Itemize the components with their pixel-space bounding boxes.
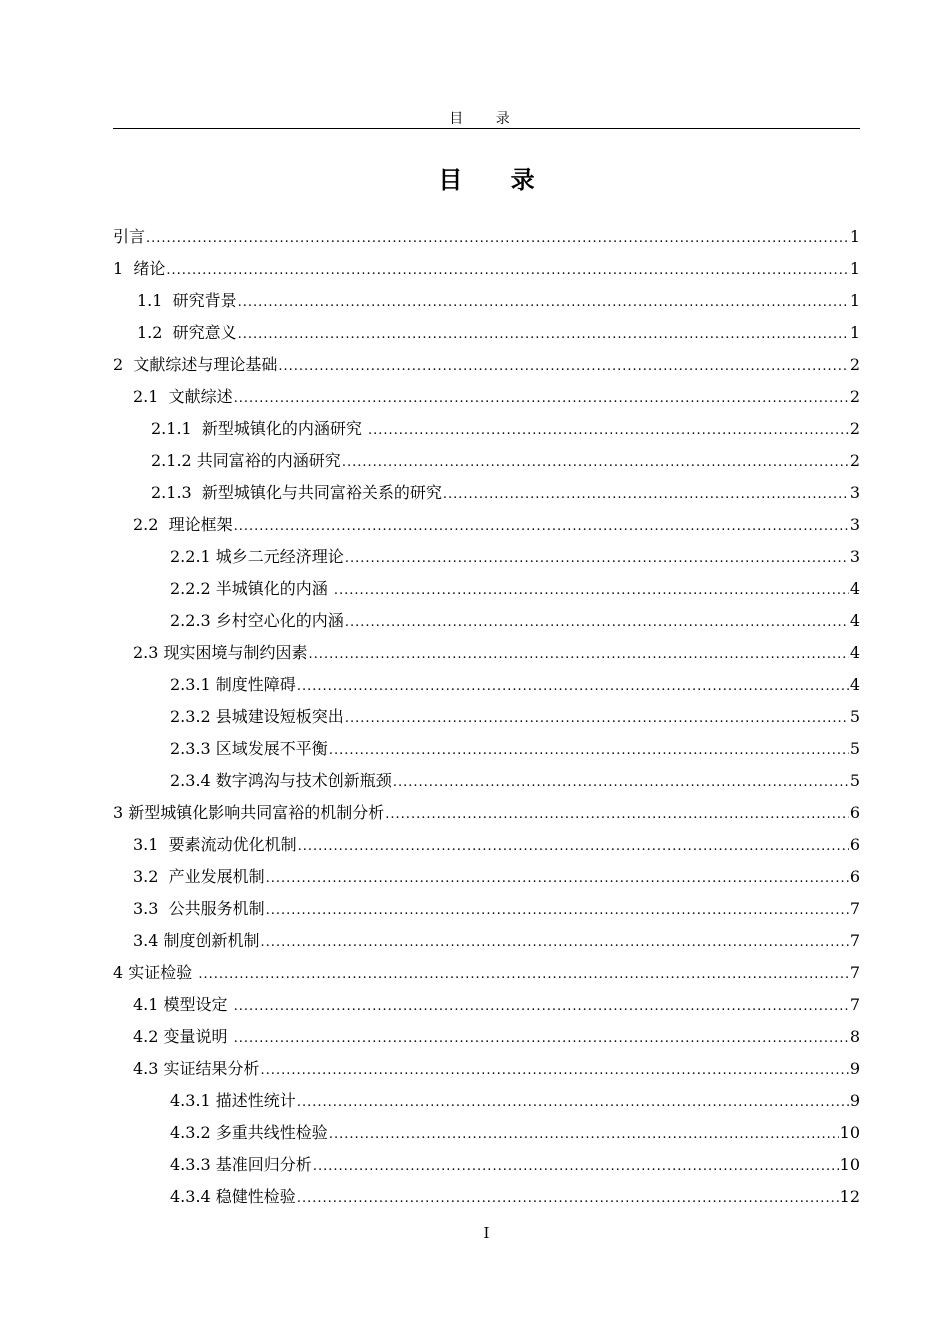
toc-entry-page: 10 (839, 1155, 860, 1174)
toc-entry-title: 2.2 理论框架 (133, 515, 233, 534)
toc-entry-page: 6 (849, 867, 860, 886)
toc-entry-page: 10 (839, 1123, 860, 1142)
dot-leader (345, 607, 849, 639)
dot-leader (329, 1119, 839, 1151)
toc-entry-title: 2.3.3 区域发展不平衡 (170, 739, 328, 758)
toc-entry[interactable] (113, 221, 860, 253)
toc-entry-title: 2.1.1 新型城镇化的内涵研究 (151, 419, 367, 438)
toc-entry-page: 9 (849, 1059, 860, 1078)
toc-entry-title: 4.3.1 描述性统计 (170, 1091, 296, 1110)
toc-entry-title: 2.3.4 数字鸿沟与技术创新瓶颈 (170, 771, 392, 790)
toc-entry[interactable] (113, 1181, 860, 1213)
dot-leader (342, 447, 849, 479)
toc-title: 目 录 (438, 166, 555, 194)
toc-entry-page: 1 (849, 323, 860, 342)
toc-entry-page: 7 (849, 899, 860, 918)
toc-entry-title: 4.3.2 多重共线性检验 (170, 1123, 328, 1142)
toc-entry-page: 4 (849, 611, 860, 630)
toc-entry-title: 2.3.1 制度性障碍 (170, 675, 296, 694)
toc-entry[interactable] (113, 733, 860, 765)
toc-entry[interactable] (113, 925, 860, 957)
toc-entry[interactable] (113, 573, 860, 605)
toc-entry-page: 5 (849, 707, 860, 726)
toc-entry[interactable] (113, 669, 860, 701)
toc-entry[interactable] (113, 861, 860, 893)
toc-entry-page: 4 (849, 643, 860, 662)
toc-entry[interactable] (113, 797, 860, 829)
toc-entry-page: 3 (849, 547, 860, 566)
toc-entry[interactable] (113, 765, 860, 797)
dot-leader (297, 1183, 839, 1215)
toc-entry-title: 2.2.3 乡村空心化的内涵 (170, 611, 344, 630)
toc-entry[interactable] (113, 605, 860, 637)
dot-leader (297, 1087, 849, 1119)
toc-entry-title: 3.4 制度创新机制 (133, 931, 260, 950)
dot-leader (198, 959, 848, 991)
toc-entry-title: 4.1 模型设定 (133, 995, 233, 1014)
toc-entry-page: 3 (849, 515, 860, 534)
toc-entry-title: 4 实证检验 (113, 963, 198, 982)
toc-entry[interactable] (113, 701, 860, 733)
dot-leader (345, 543, 849, 575)
toc-entry-title: 4.3 实证结果分析 (133, 1059, 260, 1078)
toc-entry[interactable] (113, 1085, 860, 1117)
toc-entry-page: 3 (849, 483, 860, 502)
dot-leader (334, 575, 849, 607)
dot-leader (298, 831, 849, 863)
toc-entry-page: 7 (849, 995, 860, 1014)
toc-entry-page: 2 (849, 419, 860, 438)
header-rule (113, 128, 860, 129)
toc-entry-title: 4.2 变量说明 (133, 1027, 233, 1046)
dot-leader (385, 799, 849, 831)
footer-page-number: I (483, 1224, 490, 1242)
toc-entry-title: 2.3 现实困境与制约因素 (133, 643, 308, 662)
toc-entry[interactable] (113, 957, 860, 989)
toc-entry-title: 2.1.2 共同富裕的内涵研究 (151, 451, 341, 470)
dot-leader (266, 895, 849, 927)
dot-leader (266, 863, 849, 895)
toc-entry-title: 2.1 文献综述 (133, 387, 233, 406)
toc-entry-title: 2.2.2 半城镇化的内涵 (170, 579, 333, 598)
toc-entry-title: 4.3.3 基准回归分析 (170, 1155, 312, 1174)
toc-entry-page: 1 (849, 259, 860, 278)
toc-entry-page: 7 (849, 931, 860, 950)
dot-leader (329, 735, 849, 767)
toc-entry-page: 8 (849, 1027, 860, 1046)
toc-entry[interactable] (113, 1149, 860, 1181)
dot-leader (278, 351, 848, 383)
toc-entry-page: 6 (849, 835, 860, 854)
toc-entry-page: 12 (839, 1187, 860, 1206)
dot-leader (261, 1055, 849, 1087)
toc-entry-page: 1 (849, 227, 860, 246)
toc-entry-page: 7 (849, 963, 860, 982)
running-header: 目 录 (449, 111, 524, 127)
toc-entry[interactable] (113, 1021, 860, 1053)
dot-leader (443, 479, 849, 511)
dot-leader (238, 287, 849, 319)
toc-entry[interactable] (113, 413, 860, 445)
toc-entry-title: 3.3 公共服务机制 (133, 899, 265, 918)
toc-entry-page: 9 (849, 1091, 860, 1110)
toc-entry[interactable] (113, 445, 860, 477)
toc-entry-title: 引言 (113, 227, 146, 246)
toc-entry[interactable] (113, 381, 860, 413)
dot-leader (345, 703, 849, 735)
toc-entry[interactable] (113, 509, 860, 541)
toc-entry-title: 1 绪论 (113, 259, 166, 278)
toc-entry-title: 2.1.3 新型城镇化与共同富裕关系的研究 (151, 483, 442, 502)
toc-entry-page: 5 (849, 739, 860, 758)
toc-entry[interactable] (113, 317, 860, 349)
toc-entry[interactable] (113, 989, 860, 1021)
dot-leader (146, 223, 849, 255)
toc-entry[interactable] (113, 349, 860, 381)
toc-entry[interactable] (113, 253, 860, 285)
toc-list (113, 221, 860, 1213)
toc-entry[interactable] (113, 541, 860, 573)
toc-entry-title: 2 文献综述与理论基础 (113, 355, 278, 374)
toc-entry-page: 5 (849, 771, 860, 790)
toc-entry-page: 2 (849, 355, 860, 374)
dot-leader (166, 255, 848, 287)
dot-leader (297, 671, 849, 703)
toc-entry-page: 1 (849, 291, 860, 310)
dot-leader (234, 383, 849, 415)
dot-leader (393, 767, 849, 799)
toc-entry[interactable] (113, 1117, 860, 1149)
toc-entry-title: 3 新型城镇化影响共同富裕的机制分析 (113, 803, 385, 822)
toc-entry[interactable] (113, 637, 860, 669)
dot-leader (368, 415, 849, 447)
toc-entry-page: 4 (849, 579, 860, 598)
toc-entry-page: 2 (849, 451, 860, 470)
dot-leader (313, 1151, 839, 1183)
toc-entry-title: 1.2 研究意义 (137, 323, 237, 342)
toc-entry-title: 3.1 要素流动优化机制 (133, 835, 297, 854)
toc-entry[interactable] (113, 829, 860, 861)
toc-entry[interactable] (113, 285, 860, 317)
dot-leader (309, 639, 849, 671)
toc-entry-page: 2 (849, 387, 860, 406)
toc-entry-title: 3.2 产业发展机制 (133, 867, 265, 886)
toc-entry[interactable] (113, 893, 860, 925)
dot-leader (238, 319, 849, 351)
toc-entry-title: 2.3.2 县城建设短板突出 (170, 707, 344, 726)
toc-entry-title: 1.1 研究背景 (137, 291, 237, 310)
toc-entry[interactable] (113, 1053, 860, 1085)
toc-entry-title: 2.2.1 城乡二元经济理论 (170, 547, 344, 566)
dot-leader (234, 511, 849, 543)
toc-entry[interactable] (113, 477, 860, 509)
dot-leader (261, 927, 849, 959)
dot-leader (234, 1023, 849, 1055)
dot-leader (234, 991, 849, 1023)
toc-entry-page: 4 (849, 675, 860, 694)
toc-entry-page: 6 (849, 803, 860, 822)
toc-entry-title: 4.3.4 稳健性检验 (170, 1187, 296, 1206)
